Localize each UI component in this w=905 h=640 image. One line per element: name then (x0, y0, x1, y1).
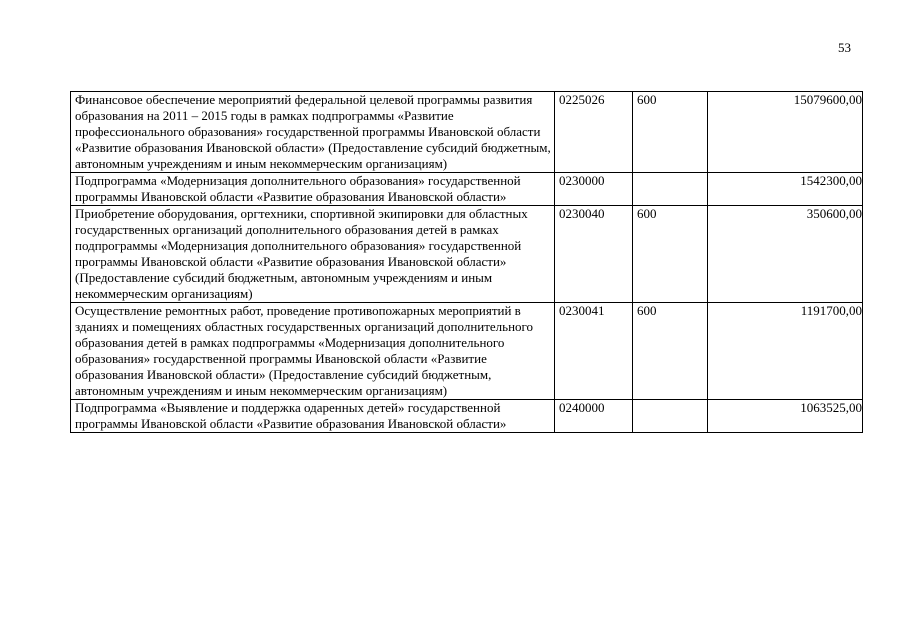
row-amount-cell: 1542300,00 (708, 173, 863, 206)
table-row (71, 206, 863, 303)
row-code-cell: 0225026 (555, 92, 633, 173)
row-name-cell: Подпрограмма «Выявление и поддержка одаренных детей» государственной программы Ивановской области «Развитие образования Ивановской области» (71, 400, 555, 433)
row-name-cell: Осуществление ремонтных работ, проведение противопожарных мероприятий в зданиях и помещениях областных государственных организаций дополнительного образования детей в рамках подпрограммы «Модернизация дополнительного образования» государственной программы Ивановской области «Развитие образования Ивановской области» (Предоставление субсидий бюджетным, автономным учреждениям и иным некоммерческим организациям) (71, 303, 555, 400)
row-amount-cell: 1063525,00 (708, 400, 863, 433)
row-amount-cell: 1191700,00 (708, 303, 863, 400)
row-type-cell (633, 400, 708, 433)
row-name-cell: Подпрограмма «Модернизация дополнительного образования» государственной программы Ивановской области «Развитие образования Ивановской области» (71, 173, 555, 206)
row-amount-cell: 350600,00 (708, 206, 863, 303)
row-code-cell: 0240000 (555, 400, 633, 433)
row-type-cell: 600 (633, 206, 708, 303)
row-type-cell: 600 (633, 92, 708, 173)
table-row (71, 173, 863, 206)
row-name-cell: Приобретение оборудования, оргтехники, спортивной экипировки для областных государственных организаций дополнительного образования детей в рамках подпрограммы «Модернизация дополнительного образования» государственной программы Ивановской области «Развитие образования Ивановской области» (Предоставление субсидий бюджетным, автономным учреждениям и иным некоммерческим организациям) (71, 206, 555, 303)
budget-table-body (71, 92, 863, 433)
row-code-cell: 0230000 (555, 173, 633, 206)
table-row (71, 400, 863, 433)
budget-table (70, 91, 863, 433)
row-type-cell: 600 (633, 303, 708, 400)
table-row (71, 92, 863, 173)
row-name-cell: Финансовое обеспечение мероприятий федеральной целевой программы развития образования на 2011 – 2015 годы в рамках подпрограммы «Развитие профессионального образования» государственной программы Ивановской области «Развитие образования Ивановской области» (Предоставление субсидий бюджетным, автономным учреждениям и иным некоммерческим организациям) (71, 92, 555, 173)
row-code-cell: 0230041 (555, 303, 633, 400)
page-number: 53 (838, 40, 851, 55)
row-code-cell: 0230040 (555, 206, 633, 303)
row-type-cell (633, 173, 708, 206)
row-amount-cell: 15079600,00 (708, 92, 863, 173)
table-row (71, 303, 863, 400)
